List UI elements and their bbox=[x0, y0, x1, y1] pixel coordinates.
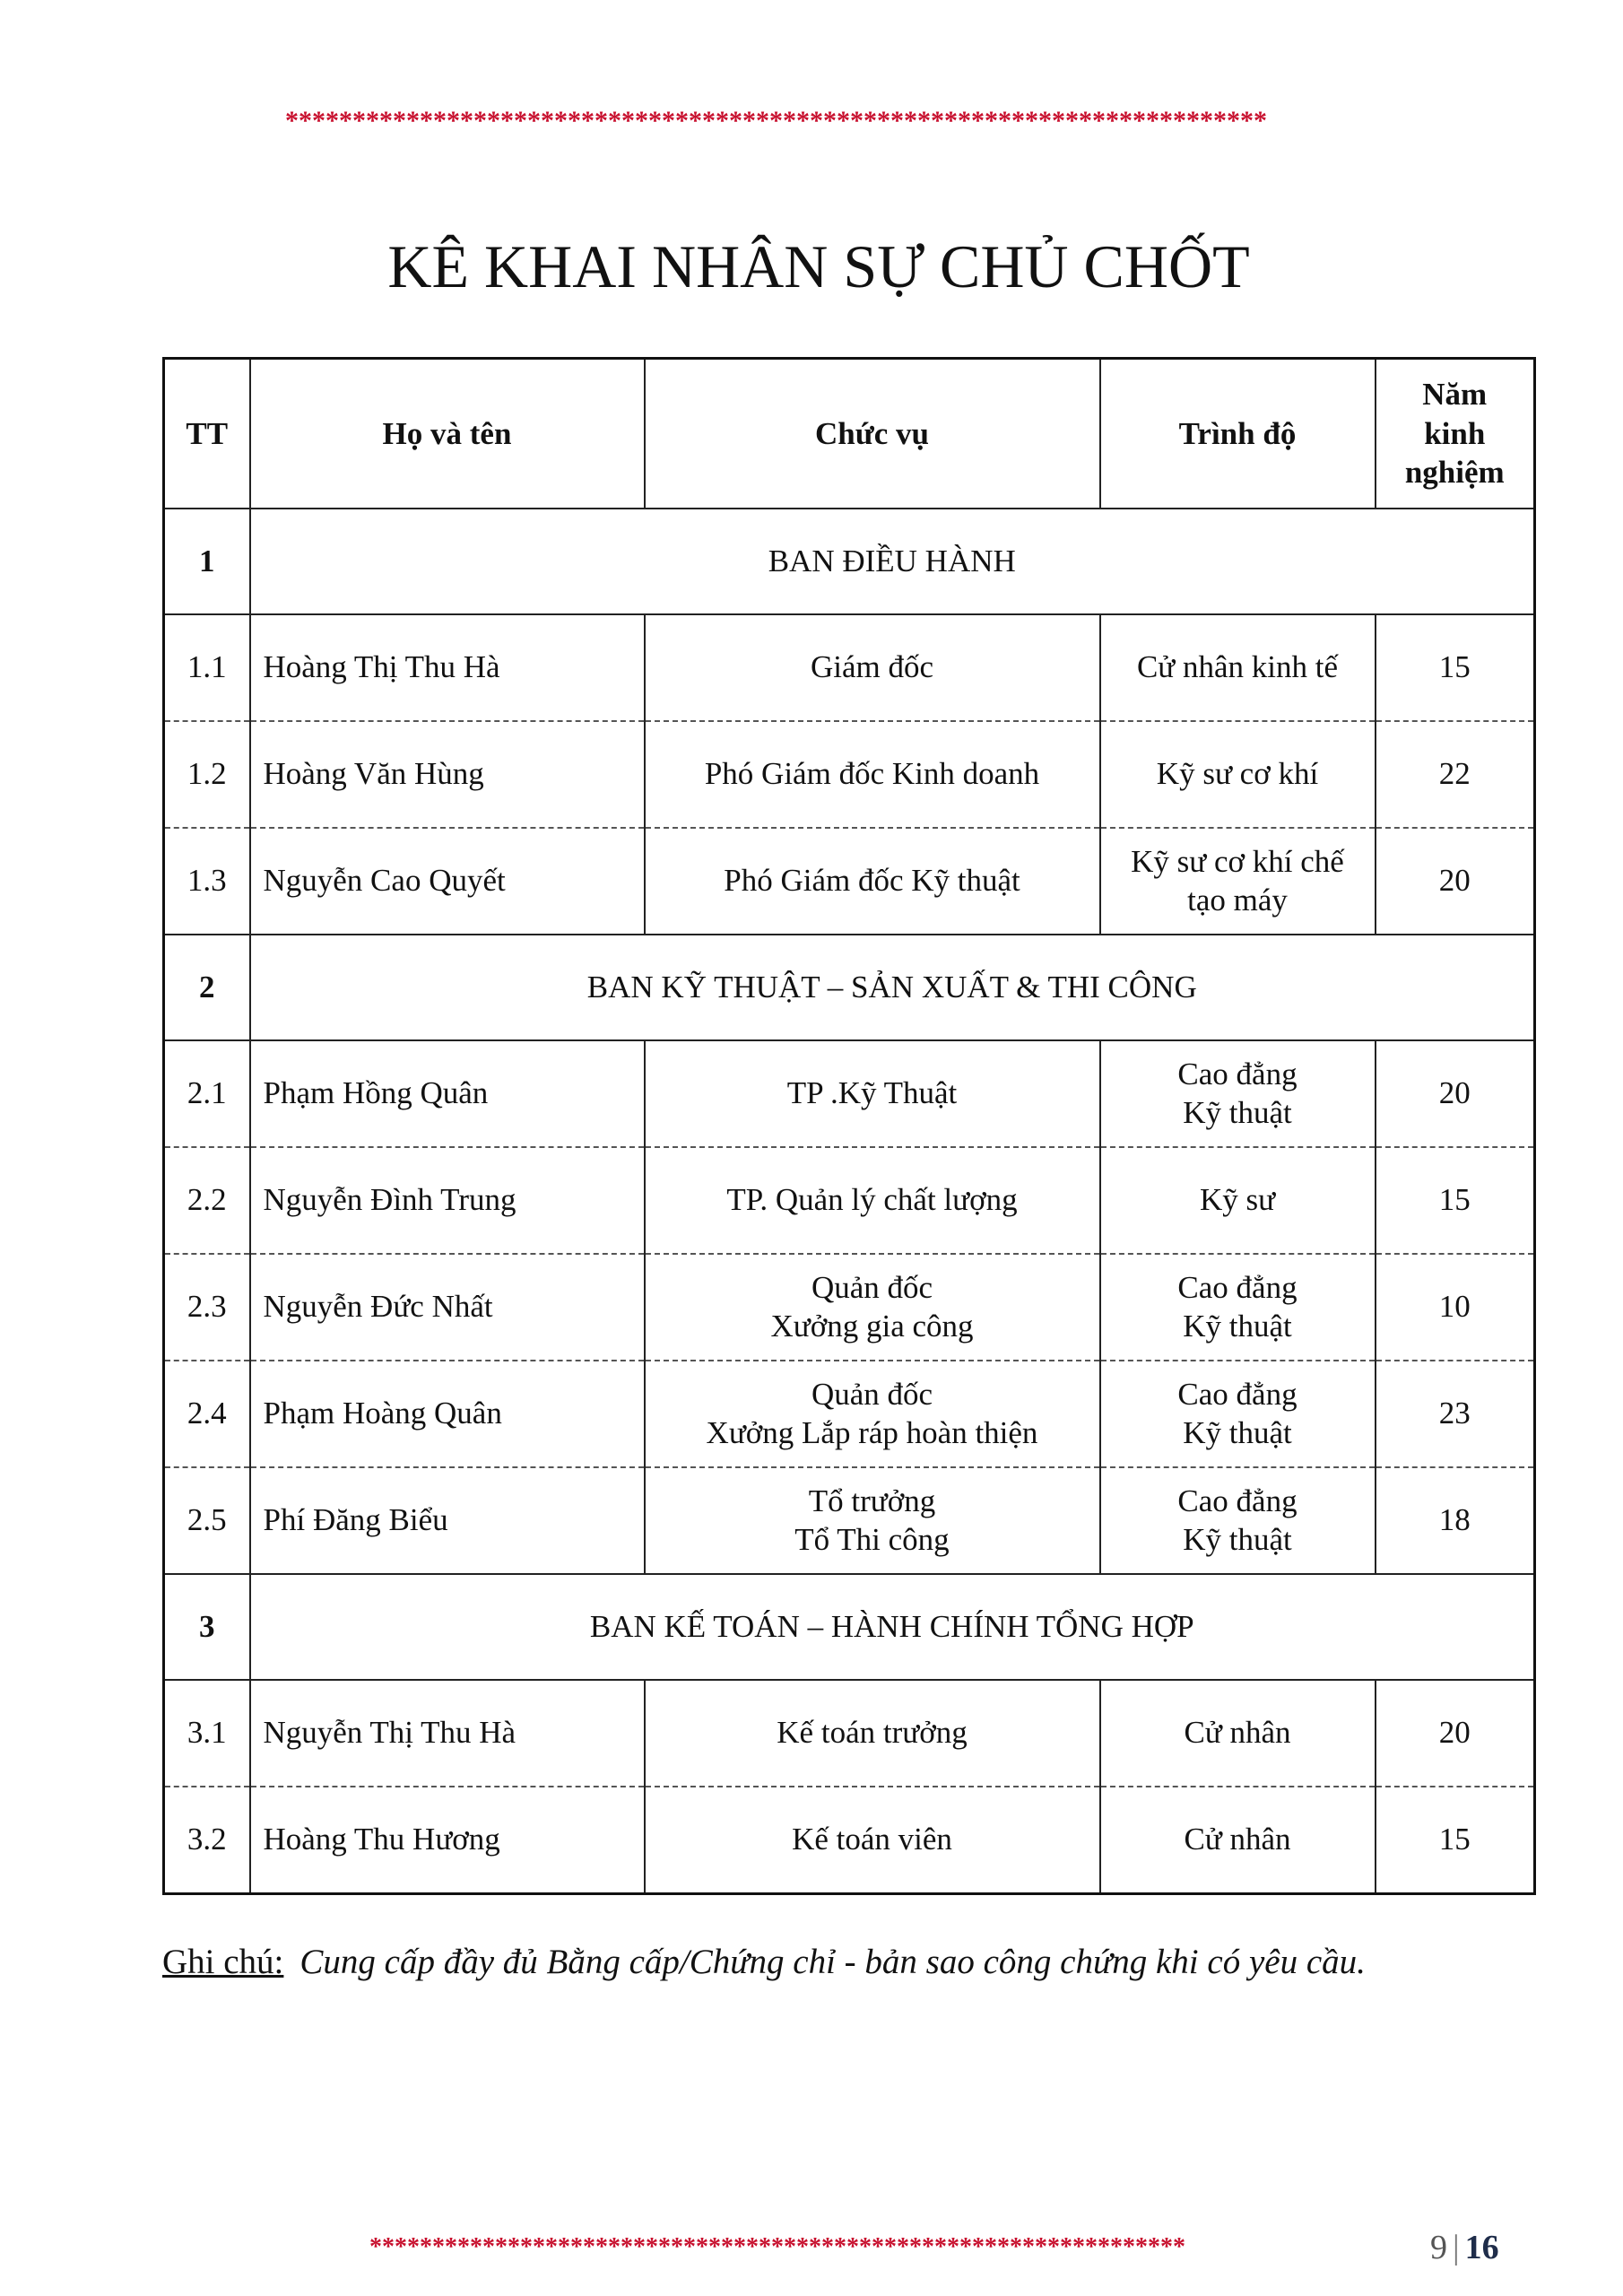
row-years: 15 bbox=[1376, 1787, 1535, 1894]
row-name: Hoàng Thu Hương bbox=[250, 1787, 645, 1894]
position-line: Kế toán trưởng bbox=[777, 1715, 968, 1751]
header-tt: TT bbox=[164, 359, 250, 509]
row-position bbox=[645, 828, 1100, 935]
group-row bbox=[164, 935, 1535, 1040]
row-name: Phạm Hồng Quân bbox=[250, 1040, 645, 1147]
group-name: BAN KẾ TOÁN – HÀNH CHÍNH TỔNG HỢP bbox=[250, 1574, 1535, 1680]
row-years: 23 bbox=[1376, 1361, 1535, 1467]
header-star-divider: ************************************************************************* bbox=[285, 106, 1267, 135]
table-header-row bbox=[164, 359, 1535, 509]
row-education bbox=[1100, 1680, 1376, 1787]
position-line: Xưởng gia công bbox=[770, 1308, 974, 1344]
education-line: Kỹ thuật bbox=[1183, 1521, 1292, 1557]
row-name: Nguyễn Cao Quyết bbox=[250, 828, 645, 935]
education-line: Kỹ sư bbox=[1199, 1182, 1276, 1218]
table-row bbox=[164, 1467, 1535, 1574]
row-years: 22 bbox=[1376, 721, 1535, 828]
position-line: Phó Giám đốc Kinh doanh bbox=[704, 756, 1040, 792]
row-position bbox=[645, 1254, 1100, 1361]
row-position bbox=[645, 1147, 1100, 1254]
row-education bbox=[1100, 1147, 1376, 1254]
footer-star-divider: ***************************************************************** bbox=[369, 2233, 1185, 2261]
page-total: 16 bbox=[1464, 2229, 1499, 2266]
row-tt: 3.2 bbox=[164, 1787, 250, 1894]
education-line: Kỹ thuật bbox=[1183, 1308, 1292, 1344]
table-row bbox=[164, 614, 1535, 721]
education-line: Kỹ sư cơ khí chế bbox=[1131, 843, 1344, 879]
table-row bbox=[164, 828, 1535, 935]
row-name: Hoàng Thị Thu Hà bbox=[250, 614, 645, 721]
note-text: Cung cấp đầy đủ Bằng cấp/Chứng chỉ - bản sao công chứng khi có yêu cầu. bbox=[299, 1943, 1366, 1981]
row-education bbox=[1100, 1040, 1376, 1147]
group-name: BAN ĐIỀU HÀNH bbox=[250, 509, 1535, 614]
group-row bbox=[164, 509, 1535, 614]
page-current: 9 bbox=[1430, 2229, 1447, 2266]
row-tt: 1.2 bbox=[164, 721, 250, 828]
header-experience-line: kinh bbox=[1424, 415, 1486, 451]
header-education: Trình độ bbox=[1100, 359, 1376, 509]
page-number bbox=[1430, 2228, 1499, 2267]
row-position bbox=[645, 1467, 1100, 1574]
row-name: Nguyễn Đình Trung bbox=[250, 1147, 645, 1254]
group-row bbox=[164, 1574, 1535, 1680]
note-label: Ghi chú: bbox=[162, 1943, 284, 1981]
education-line: Cử nhân bbox=[1184, 1715, 1291, 1751]
row-years: 20 bbox=[1376, 1040, 1535, 1147]
education-line: Kỹ sư cơ khí bbox=[1156, 756, 1319, 792]
row-name: Phạm Hoàng Quân bbox=[250, 1361, 645, 1467]
row-name: Nguyễn Đức Nhất bbox=[250, 1254, 645, 1361]
row-education bbox=[1100, 1361, 1376, 1467]
row-years: 18 bbox=[1376, 1467, 1535, 1574]
row-tt: 2.4 bbox=[164, 1361, 250, 1467]
group-number: 2 bbox=[164, 935, 250, 1040]
row-education bbox=[1100, 1254, 1376, 1361]
position-line: TP .Kỹ Thuật bbox=[786, 1075, 958, 1111]
position-line: Tổ trưởng bbox=[808, 1483, 936, 1518]
education-line: Cao đẳng bbox=[1177, 1376, 1298, 1412]
page-separator: | bbox=[1453, 2229, 1460, 2266]
table-row bbox=[164, 1787, 1535, 1894]
group-name: BAN KỸ THUẬT – SẢN XUẤT & THI CÔNG bbox=[250, 935, 1535, 1040]
row-education bbox=[1100, 1787, 1376, 1894]
row-education bbox=[1100, 614, 1376, 721]
position-line: Quản đốc bbox=[811, 1269, 933, 1305]
education-line: Cử nhân bbox=[1184, 1822, 1291, 1857]
row-tt: 1.3 bbox=[164, 828, 250, 935]
group-number: 1 bbox=[164, 509, 250, 614]
education-line: Kỹ thuật bbox=[1183, 1414, 1292, 1450]
row-name: Nguyễn Thị Thu Hà bbox=[250, 1680, 645, 1787]
education-line: Cao đẳng bbox=[1177, 1269, 1298, 1305]
row-name: Phí Đăng Biểu bbox=[250, 1467, 645, 1574]
position-line: Kế toán viên bbox=[792, 1822, 952, 1857]
row-years: 15 bbox=[1376, 1147, 1535, 1254]
education-line: Cử nhân kinh tế bbox=[1136, 649, 1339, 685]
header-experience-line: nghiệm bbox=[1404, 455, 1505, 491]
table-row bbox=[164, 1147, 1535, 1254]
table-row bbox=[164, 721, 1535, 828]
header-position: Chức vụ bbox=[645, 359, 1100, 509]
row-education bbox=[1100, 828, 1376, 935]
row-years: 20 bbox=[1376, 1680, 1535, 1787]
education-line: Cao đẳng bbox=[1177, 1056, 1298, 1091]
position-line: Xưởng Lắp ráp hoàn thiện bbox=[706, 1414, 1038, 1450]
row-years: 10 bbox=[1376, 1254, 1535, 1361]
position-line: Phó Giám đốc Kỹ thuật bbox=[724, 863, 1020, 899]
row-position bbox=[645, 614, 1100, 721]
header-experience bbox=[1376, 359, 1535, 509]
table-row bbox=[164, 1040, 1535, 1147]
row-tt: 2.3 bbox=[164, 1254, 250, 1361]
position-line: Quản đốc bbox=[811, 1376, 933, 1412]
row-tt: 1.1 bbox=[164, 614, 250, 721]
row-education bbox=[1100, 721, 1376, 828]
row-name: Hoàng Văn Hùng bbox=[250, 721, 645, 828]
header-experience-line: Năm bbox=[1422, 376, 1488, 412]
table-row bbox=[164, 1680, 1535, 1787]
education-line: Kỹ thuật bbox=[1183, 1094, 1292, 1130]
page-title: KÊ KHAI NHÂN SỰ CHỦ CHỐT bbox=[387, 232, 1250, 300]
row-years: 20 bbox=[1376, 828, 1535, 935]
row-tt: 2.2 bbox=[164, 1147, 250, 1254]
row-tt: 2.1 bbox=[164, 1040, 250, 1147]
group-number: 3 bbox=[164, 1574, 250, 1680]
row-position bbox=[645, 721, 1100, 828]
row-tt: 3.1 bbox=[164, 1680, 250, 1787]
row-years: 15 bbox=[1376, 614, 1535, 721]
note bbox=[162, 1942, 1366, 1982]
row-position bbox=[645, 1040, 1100, 1147]
table-row bbox=[164, 1254, 1535, 1361]
row-position bbox=[645, 1787, 1100, 1894]
position-line: Tổ Thi công bbox=[794, 1521, 950, 1557]
row-education bbox=[1100, 1467, 1376, 1574]
personnel-table bbox=[162, 357, 1536, 1895]
row-position bbox=[645, 1680, 1100, 1787]
row-tt: 2.5 bbox=[164, 1467, 250, 1574]
table-row bbox=[164, 1361, 1535, 1467]
education-line: Cao đẳng bbox=[1177, 1483, 1298, 1518]
header-name: Họ và tên bbox=[250, 359, 645, 509]
position-line: TP. Quản lý chất lượng bbox=[726, 1182, 1018, 1218]
row-position bbox=[645, 1361, 1100, 1467]
position-line: Giám đốc bbox=[810, 649, 934, 685]
education-line: tạo máy bbox=[1187, 882, 1288, 918]
